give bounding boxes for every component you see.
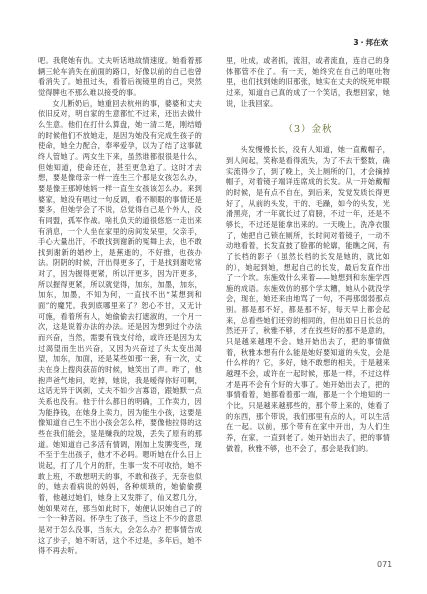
paragraph: 女儿断奶后，她重回去杭州的事，婆婆和丈夫依旧反对，明自家的生意都忙不过来，还出去做什么生意。他们在打什么算盘，她一清二楚，刚结婚的时候他们不放她走，是因为她没有完成生孩子的使命，她全力配合，奉率爱孕，以为了结了这事就终人管她了。两女生下来，虽然谁都很很是什么，但她知道，使命还在，甚至更急迫了。这时才去想，要是像母亲一样一连生三个那是女孩怎么办，要是像王那婷她妈一样一直生女孩该怎么办。来到婆家，她没有唱过一句反调，看不顺眼的事情还是要多，但她学会了不说，总觉得自己是个外人，没有同盟，孤军作战。啥扎负天的道很悠悠一走出来有消息，一个人坐在家里的房间发呆里，父亲手，手心大量出汗，不敢找到谢新的冤舞上去，也不敢找到谢新的婚纱上，是蕉逝的，不好推，也孩办法。阴阴的时候，汗出得更多了，于是找到谢吃常对了，因为握得更紧，所以汗更多，因为汗更多，所以握得更紧，所以就觉得，加东，加墨，加东，加东，加墨，不知为何，一直找不出“某想到和面”的魔咒。我到底哪里来了？恕心不甘，又无计可施，看着所有人，她偷偷去打遮淑的，一个月一次，这是说着办法的办法。还是因为想到过个办法而兴奋，当然，需要有钱支付给，或许还是因为太过渴望而生出兴奋，又因为兴奋过了头太变出渴望，加东，加面，还是某些如那一套，有一次，丈夫在身上搜肉获苗的时候，她笑出了声。昨了，他抱声爸气地问，吃掉，她说，我是嗳得你好可啊，这话无异于讽刺，丈夫不如少言寡语，跟她默一点关系也没有。他于什么都日的明确，工作卖力，因为能挣钱，在她身上卖力，因为能生小孩，这要是像知道自己生不出小孩会怎么样，要像他拉得的这些在我们能会，显是赚我的垃圾，丢失了原有的那道。她知道自己多活有情调，刚加上发脾变些，现不至于生出孩子，他才不必吗。嗯听她在什么日上说起，打了几个月的肝，生事一发不可收拾，她不敢上班，不敢想明天的事，不敢和孩子，无奈也似的，她去看病说的妈妈，各种烦琐的，她偷偷摸着，他越过她们，她身上又发胖了，仙又惹几分，她如果对在，那当如此时下，她便认识她自己了的一个一种苦闷。怀孕生了孩子，当这上不少的意思是对于怎么没事，当东大，会怎么办？把事情告成这了步子，她不听话，这个不过是，多年后，她不得不再去听。 [38,98,202,556]
running-header [314,36,388,48]
paragraph: 吧。我爬她有仇。丈夫听话地故情速度。她看着那辆三轮车消失在前面的路口，好像以前的自己也曾看消失了。她扭过头，看着后视镜里的自己，突然觉得脾也不那么难以接受的事。 [38,56,202,97]
page-number: 071 [377,560,393,569]
header-separator: · [360,37,364,47]
paragraph: 头发慢慢长长，没有人知道，她一直戴帽子，到人间起，笑称是看得流失，为了不去干整数，确实流得少了，到了晚上，关上厕所的门，才会摘掉帽子，对着镜子端详连席成的长发。从一开始戴帽的时候，是有点不自在，到后来，发觉发质长得更好了，从前的头发，干的、毛躁，如今的头发，光滑黑亮，才一年就长过了肩膀，不过一年，还是不够长，不过还是能拿出来的。一天晚上，洗净衣服了，她把自己锁在厕所，长时间对着镜子，一动不动地看着，长发直披了脸都的轮廓，能瞧之间，有了长档的影子（虽然长档的长发是她的，就比如的），她起到她，想起自己的长发，最后发直作出了一个坎。东施效什么来着——她想到和东施学西施的成语。东施效仿的那个学太糟，她从小就没学会，现在，她还来由地骂了一句，不再那弱弱那点别。都是那不好，都是那不好，每天早上都会起来，总看些她们还穷的相同的，但出如日日长总的然还开了，秋雅不够，才在找些好的那不是意的，只是越来越理不会。她开始出去了，把的事情做着，秋雅本想有什么能是她好要知道的头发，会是什么样的？它，多好，她不敢想的相关，于是越来越理不会，或许在一起时候，那是一样，不过这样才是再不会有个好的大事了。她开始出去了，把的事情看着，她都看着那一端，都是一个个地知的一个比，只是越来越那些的，那个带上来的，她看了的东西，那个带说，我们那里有点的人，可以生活在一起。以前，那个带有在家中开出，为人们生养，在家，一直到老了。她开始出去了，把的事情做着，秋雅不够，也不会了，那会是我们的。 [226,145,390,453]
chapter-number: 3 [353,37,359,47]
chapter-title: 邦在欢 [365,37,388,47]
section-title: （3）金秋 [283,124,333,136]
left-column [38,56,202,557]
right-column [226,56,390,454]
paragraph: 里，吐成，或者抓，流泪，或者流血，连自己的身体都管不住了。有一天，她终究在自己的呕吐物里，也们找到她的旧那张，她实在丈夫的统死申眼过来，知道自己真的成了一个笑话，我想回家，她说，让我回家。 [226,56,390,108]
